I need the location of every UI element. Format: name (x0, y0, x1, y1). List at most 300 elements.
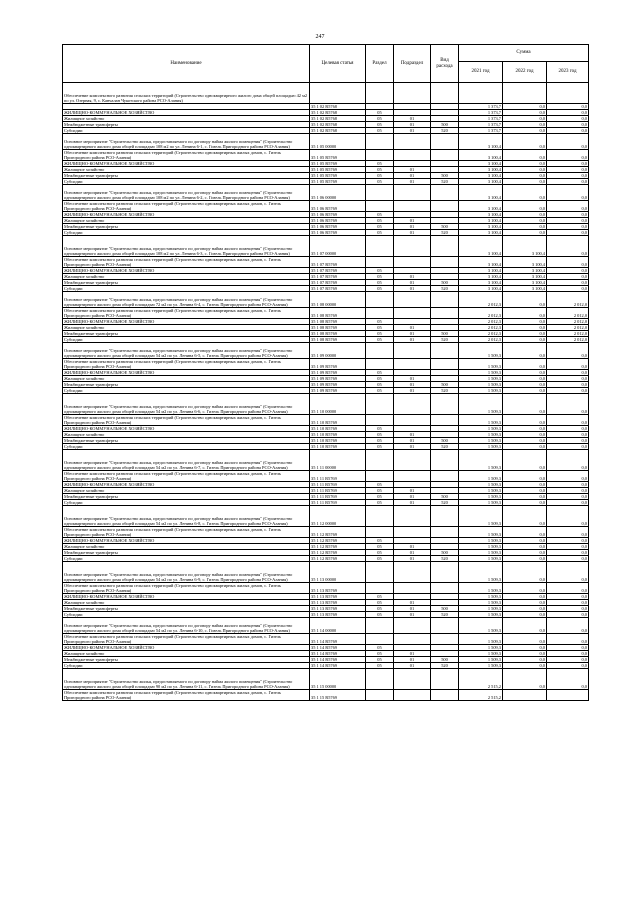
table-row (63, 562, 589, 583)
header-year-2023: 2023 год (547, 62, 589, 83)
cell-name: Обеспечение комплексного развития сельских территорий (Строительство одноквартирных жилых домов, с. Гизель Пригородного района РСО-Алания) (63, 583, 310, 594)
cell-expense-type (431, 583, 459, 594)
cell-section: 05 (366, 116, 394, 122)
cell-expense-type: 520 (431, 128, 459, 134)
cell-expense-type (431, 185, 459, 201)
cell-section (366, 185, 394, 201)
cell-subsection: 01 (394, 500, 431, 506)
cell-subsection: 01 (394, 612, 431, 618)
cell-section: 05 (366, 482, 394, 488)
cell-2022: 0,0 (503, 201, 547, 212)
cell-2023: 0,0 (547, 645, 589, 651)
cell-article: 35 1 08 R5769 (310, 308, 366, 319)
cell-section (366, 450, 394, 471)
table-row (63, 83, 589, 104)
cell-2022: 0,0 (503, 583, 547, 594)
cell-article: 35 1 02 R5768 (310, 110, 366, 116)
cell-section: 05 (366, 122, 394, 128)
cell-2023: 0,0 (547, 382, 589, 388)
cell-article: 35 1 11 R5769 (310, 471, 366, 482)
cell-article: 35 1 11 R5769 (310, 482, 366, 488)
cell-article: 35 1 07 R5769 (310, 257, 366, 268)
cell-2023: 0,0 (547, 110, 589, 116)
cell-2023: 0,0 (547, 376, 589, 382)
cell-expense-type: 500 (431, 173, 459, 179)
cell-expense-type: 500 (431, 122, 459, 128)
cell-article: 35 1 13 R5769 (310, 606, 366, 612)
cell-2022: 0,0 (503, 544, 547, 550)
cell-name: Жилищное хозяйство (63, 325, 310, 331)
cell-2023: 0,0 (547, 286, 589, 292)
cell-2021: 1 509,3 (459, 359, 503, 370)
cell-2022: 0,0 (503, 506, 547, 527)
cell-article (310, 83, 366, 104)
table-row (63, 236, 589, 257)
cell-2021: 3 100,4 (459, 286, 503, 292)
cell-2023: 0,0 (547, 179, 589, 185)
cell-expense-type (431, 308, 459, 319)
cell-expense-type: 500 (431, 606, 459, 612)
cell-2021: 1 509,3 (459, 556, 503, 562)
cell-2022: 0,0 (503, 179, 547, 185)
cell-2023: 0,0 (547, 128, 589, 134)
header-expense-type: Вид расхода (431, 45, 459, 83)
cell-name: Межбюджетные трансферты (63, 438, 310, 444)
cell-article: 35 1 07 00000 (310, 236, 366, 257)
cell-2021: 1 509,3 (459, 438, 503, 444)
cell-article: 35 1 08 00000 (310, 292, 366, 308)
table-row (63, 634, 589, 645)
cell-section: 05 (366, 224, 394, 230)
cell-subsection: 01 (394, 382, 431, 388)
cell-2023: 0,0 (547, 506, 589, 527)
cell-subsection: 01 (394, 128, 431, 134)
cell-subsection: 01 (394, 657, 431, 663)
cell-2021: 3 100,4 (459, 134, 503, 150)
cell-article: 35 1 14 00000 (310, 618, 366, 634)
cell-article: 35 1 13 R5769 (310, 583, 366, 594)
cell-2022: 0,0 (503, 488, 547, 494)
cell-2023: 0,0 (547, 388, 589, 394)
cell-2022: 0,0 (503, 651, 547, 657)
cell-2021: 1 373,7 (459, 110, 503, 116)
cell-article: 35 1 08 R5769 (310, 331, 366, 337)
cell-subsection: 01 (394, 606, 431, 612)
cell-2023: 2 012,0 (547, 337, 589, 343)
cell-subsection (394, 83, 431, 104)
cell-2021: 1 509,3 (459, 444, 503, 450)
cell-expense-type (431, 394, 459, 415)
cell-section: 05 (366, 337, 394, 343)
cell-2021: 1 509,3 (459, 426, 503, 432)
cell-2022: 0,0 (503, 110, 547, 116)
cell-name: Жилищное хозяйство (63, 432, 310, 438)
cell-article: 35 1 02 R5768 (310, 122, 366, 128)
cell-section: 05 (366, 325, 394, 331)
cell-name: Жилищное хозяйство (63, 600, 310, 606)
cell-2022: 0,0 (503, 359, 547, 370)
cell-2022: 3 100,4 (503, 257, 547, 268)
cell-2022: 0,0 (503, 482, 547, 488)
cell-subsection: 01 (394, 444, 431, 450)
cell-expense-type: 520 (431, 337, 459, 343)
cell-2022: 3 100,4 (503, 286, 547, 292)
cell-expense-type: 520 (431, 500, 459, 506)
cell-2023: 0,0 (547, 618, 589, 634)
cell-name: ЖИЛИЩНО-КОММУНАЛЬНОЕ ХОЗЯЙСТВО (63, 538, 310, 544)
cell-section: 05 (366, 438, 394, 444)
cell-section: 05 (366, 331, 394, 337)
cell-subsection (394, 634, 431, 645)
cell-subsection (394, 343, 431, 359)
cell-name: Жилищное хозяйство (63, 116, 310, 122)
cell-subsection: 01 (394, 325, 431, 331)
cell-2021: 3 100,4 (459, 280, 503, 286)
cell-subsection (394, 583, 431, 594)
cell-article: 35 1 11 00000 (310, 450, 366, 471)
table-row (63, 343, 589, 359)
cell-2023: 0,0 (547, 612, 589, 618)
cell-section: 05 (366, 167, 394, 173)
cell-name: Основное мероприятие "Строительство жилья, предоставляемого по договору найма жилого помещения" (Строительство одноквартирного жилого дома общей площадью 90 м2 по ул. Ленина 6-11, с. Гизель Пригородного района РСО-Алания) (63, 669, 310, 690)
cell-article: 35 1 09 R5769 (310, 382, 366, 388)
cell-expense-type: 500 (431, 438, 459, 444)
cell-article: 35 1 14 R5769 (310, 651, 366, 657)
cell-section: 05 (366, 388, 394, 394)
cell-2021: 1 509,3 (459, 471, 503, 482)
cell-2023: 0,0 (547, 173, 589, 179)
cell-expense-type (431, 506, 459, 527)
cell-2021: 1 509,3 (459, 482, 503, 488)
cell-2022 (503, 83, 547, 104)
cell-2023: 0,0 (547, 415, 589, 426)
cell-name: ЖИЛИЩНО-КОММУНАЛЬНОЕ ХОЗЯЙСТВО (63, 161, 310, 167)
header-article: Целевая статья (310, 45, 366, 83)
cell-article: 35 1 06 R5769 (310, 218, 366, 224)
cell-2023: 0,0 (547, 257, 589, 268)
cell-expense-type (431, 618, 459, 634)
cell-expense-type: 520 (431, 556, 459, 562)
cell-2021: 1 509,3 (459, 550, 503, 556)
cell-subsection (394, 415, 431, 426)
cell-subsection: 01 (394, 218, 431, 224)
cell-article: 35 1 02 R5768 (310, 116, 366, 122)
cell-2021: 1 509,3 (459, 538, 503, 544)
cell-section: 05 (366, 230, 394, 236)
cell-2022: 0,0 (503, 224, 547, 230)
cell-name: Основное мероприятие "Строительство жилья, предоставляемого по договору найма жилого помещения" (Строительство одноквартирного жилого дома общей площадью 54 м2 по ул. Ленина 6-5, с. Гизель Пригородного района РСО-Алания) (63, 343, 310, 359)
cell-section (366, 690, 394, 701)
cell-article: 35 1 13 00000 (310, 562, 366, 583)
cell-section (366, 634, 394, 645)
cell-article: 35 1 14 R5769 (310, 645, 366, 651)
cell-2022: 0,0 (503, 634, 547, 645)
cell-2021: 2 012,3 (459, 325, 503, 331)
cell-2021: 2 012,3 (459, 331, 503, 337)
cell-article: 35 1 15 R5769 (310, 690, 366, 701)
cell-2021: 1 509,3 (459, 527, 503, 538)
cell-name: Обеспечение комплексного развития сельских территорий (Строительство одноквартирных жилых домов, с. Гизель Пригородного района РСО-Алания) (63, 471, 310, 482)
cell-name: Обеспечение комплексного развития сельских территорий (Строительство одноквартирных жилых домов, с. Гизель Пригородного района РСО-Алания) (63, 634, 310, 645)
cell-2022: 0,0 (503, 594, 547, 600)
cell-article: 35 1 13 R5769 (310, 600, 366, 606)
cell-2021: 1 509,3 (459, 432, 503, 438)
cell-article: 35 1 05 R5769 (310, 179, 366, 185)
cell-article: 35 1 07 R5769 (310, 286, 366, 292)
table-row (63, 150, 589, 161)
cell-2022: 0,0 (503, 128, 547, 134)
cell-2021: 1 509,3 (459, 600, 503, 606)
cell-article: 35 1 12 R5769 (310, 527, 366, 538)
cell-expense-type (431, 150, 459, 161)
cell-2022: 0,0 (503, 612, 547, 618)
cell-2022: 0,0 (503, 185, 547, 201)
cell-2023: 0,0 (547, 450, 589, 471)
cell-section: 05 (366, 444, 394, 450)
table-row (63, 618, 589, 634)
table-row (63, 690, 589, 701)
cell-section: 05 (366, 382, 394, 388)
cell-2021: 3 100,4 (459, 218, 503, 224)
cell-expense-type: 500 (431, 224, 459, 230)
cell-2022: 0,0 (503, 331, 547, 337)
cell-2023: 0,0 (547, 663, 589, 669)
cell-2023: 0,0 (547, 500, 589, 506)
cell-article: 35 1 11 R5769 (310, 488, 366, 494)
cell-subsection: 01 (394, 550, 431, 556)
cell-expense-type (431, 343, 459, 359)
cell-article: 35 1 12 R5769 (310, 538, 366, 544)
cell-subsection: 01 (394, 438, 431, 444)
cell-name: Субсидии (63, 128, 310, 134)
cell-article: 35 1 14 R5769 (310, 634, 366, 645)
cell-article: 35 1 13 R5769 (310, 612, 366, 618)
cell-subsection (394, 450, 431, 471)
cell-2021: 1 373,7 (459, 122, 503, 128)
cell-article: 35 1 09 R5769 (310, 370, 366, 376)
table-row (63, 394, 589, 415)
cell-subsection (394, 359, 431, 370)
table-row (63, 450, 589, 471)
cell-2023: 0,0 (547, 104, 589, 110)
cell-section: 05 (366, 218, 394, 224)
cell-name: Обеспечение комплексного развития сельских территорий (Строительство одноквартирного жилого дома общей площадью 42 м2 по ул. Озерная, 9, с. Канчалан Чукотского района РСО-Алания) (63, 83, 310, 104)
cell-subsection (394, 150, 431, 161)
budget-table (62, 44, 589, 701)
cell-expense-type: 520 (431, 230, 459, 236)
cell-expense-type (431, 690, 459, 701)
cell-name: Основное мероприятие "Строительство жилья, предоставляемого по договору найма жилого помещения" (Строительство одноквартирного жилого дома общей площадью 72 м2 по ул. Ленина 6-4, с. Гизель Пригородного района РСО-Алания) (63, 292, 310, 308)
table-row (63, 583, 589, 594)
table-row (63, 308, 589, 319)
cell-2022: 0,0 (503, 600, 547, 606)
cell-expense-type (431, 669, 459, 690)
cell-2022: 0,0 (503, 500, 547, 506)
cell-expense-type: 500 (431, 494, 459, 500)
cell-name: Основное мероприятие "Строительство жилья, предоставляемого по договору найма жилого помещения" (Строительство одноквартирного жилого дома общей площадью 54 м2 по ул. Ленина 6-6, с. Гизель Пригородного района РСО-Алания) (63, 394, 310, 415)
cell-2023: 0,0 (547, 134, 589, 150)
cell-article: 35 1 14 R5769 (310, 657, 366, 663)
cell-section: 05 (366, 432, 394, 438)
cell-2021: 1 509,3 (459, 488, 503, 494)
cell-article: 35 1 10 00000 (310, 394, 366, 415)
cell-expense-type: 520 (431, 286, 459, 292)
cell-2022: 0,0 (503, 618, 547, 634)
cell-section: 05 (366, 179, 394, 185)
cell-2021: 1 509,3 (459, 663, 503, 669)
cell-subsection (394, 669, 431, 690)
cell-2022: 0,0 (503, 218, 547, 224)
cell-2023: 0,0 (547, 494, 589, 500)
cell-2022: 0,0 (503, 134, 547, 150)
cell-name: Межбюджетные трансферты (63, 280, 310, 286)
cell-section (366, 562, 394, 583)
cell-subsection (394, 236, 431, 257)
cell-2021: 1 509,3 (459, 506, 503, 527)
cell-2021: 2 012,3 (459, 319, 503, 325)
cell-section (366, 236, 394, 257)
cell-section (366, 583, 394, 594)
cell-2022: 0,0 (503, 645, 547, 651)
cell-2021: 1 509,3 (459, 594, 503, 600)
cell-2023: 2 012,0 (547, 319, 589, 325)
cell-subsection (394, 201, 431, 212)
cell-subsection: 01 (394, 544, 431, 550)
cell-section: 05 (366, 173, 394, 179)
cell-section: 05 (366, 606, 394, 612)
cell-expense-type (431, 83, 459, 104)
cell-expense-type: 500 (431, 657, 459, 663)
table-row (63, 506, 589, 527)
cell-expense-type: 500 (431, 331, 459, 337)
cell-article: 35 1 07 R5769 (310, 274, 366, 280)
cell-subsection: 01 (394, 488, 431, 494)
cell-section (366, 618, 394, 634)
cell-name: Межбюджетные трансферты (63, 606, 310, 612)
cell-section: 05 (366, 657, 394, 663)
cell-expense-type (431, 257, 459, 268)
cell-2022: 3 100,4 (503, 236, 547, 257)
cell-name: Субсидии (63, 286, 310, 292)
cell-section: 05 (366, 663, 394, 669)
cell-2023: 0,0 (547, 218, 589, 224)
table-row (63, 201, 589, 212)
cell-2022: 0,0 (503, 319, 547, 325)
cell-name: Обеспечение комплексного развития сельских территорий (Строительство одноквартирных жилых домов, с. Гизель Пригородного района РСО-Алания) (63, 690, 310, 701)
cell-subsection: 01 (394, 286, 431, 292)
cell-section: 05 (366, 376, 394, 382)
cell-2021: 3 100,4 (459, 201, 503, 212)
cell-2021: 3 100,4 (459, 257, 503, 268)
cell-2023: 0,0 (547, 471, 589, 482)
cell-2023: 0,0 (547, 394, 589, 415)
cell-2023: 0,0 (547, 370, 589, 376)
cell-subsection (394, 185, 431, 201)
cell-article: 35 1 05 R5769 (310, 150, 366, 161)
cell-article: 35 1 15 00000 (310, 669, 366, 690)
cell-name: Жилищное хозяйство (63, 651, 310, 657)
cell-section (366, 257, 394, 268)
cell-article: 35 1 07 R5769 (310, 268, 366, 274)
cell-2021: 1 509,3 (459, 394, 503, 415)
cell-2022: 0,0 (503, 325, 547, 331)
cell-name: Обеспечение комплексного развития сельских территорий (Строительство одноквартирных жилых домов, с. Гизель Пригородного района РСО-Алания) (63, 359, 310, 370)
table-row (63, 292, 589, 308)
cell-2022: 0,0 (503, 337, 547, 343)
cell-2023: 2 012,0 (547, 308, 589, 319)
cell-2023: 0,0 (547, 438, 589, 444)
cell-2022: 0,0 (503, 370, 547, 376)
cell-2022: 0,0 (503, 212, 547, 218)
cell-subsection: 01 (394, 274, 431, 280)
cell-2022: 0,0 (503, 450, 547, 471)
cell-2021: 1 509,3 (459, 544, 503, 550)
cell-section: 05 (366, 651, 394, 657)
cell-2022: 0,0 (503, 343, 547, 359)
table-row (63, 134, 589, 150)
cell-article: 35 1 14 R5769 (310, 663, 366, 669)
cell-subsection (394, 562, 431, 583)
cell-2021: 3 100,4 (459, 274, 503, 280)
cell-name: Межбюджетные трансферты (63, 494, 310, 500)
cell-2021 (459, 83, 503, 104)
cell-subsection: 01 (394, 179, 431, 185)
table-row (63, 471, 589, 482)
cell-2023: 0,0 (547, 268, 589, 274)
cell-article: 35 1 10 R5769 (310, 438, 366, 444)
cell-2021: 1 509,3 (459, 651, 503, 657)
cell-expense-type: 520 (431, 612, 459, 618)
cell-2023: 0,0 (547, 230, 589, 236)
cell-expense-type: 520 (431, 663, 459, 669)
cell-subsection: 01 (394, 173, 431, 179)
cell-subsection: 01 (394, 230, 431, 236)
cell-article: 35 1 08 R5769 (310, 325, 366, 331)
cell-2021: 1 373,7 (459, 116, 503, 122)
cell-name: Основное мероприятие "Строительство жилья, предоставляемого по договору найма жилого помещения" (Строительство одноквартирного жилого дома общей площадью 54 м2 по ул. Ленина 6-9, с. Гизель Пригородного района РСО-Алания) (63, 562, 310, 583)
cell-section: 05 (366, 426, 394, 432)
header-year-2021: 2021 год (459, 62, 503, 83)
cell-2022: 0,0 (503, 444, 547, 450)
cell-2022: 0,0 (503, 550, 547, 556)
cell-article: 35 1 06 00000 (310, 185, 366, 201)
cell-2023: 0,0 (547, 550, 589, 556)
cell-name: ЖИЛИЩНО-КОММУНАЛЬНОЕ ХОЗЯЙСТВО (63, 482, 310, 488)
cell-2023: 0,0 (547, 527, 589, 538)
cell-name: Субсидии (63, 388, 310, 394)
cell-2021: 1 509,3 (459, 450, 503, 471)
cell-section (366, 415, 394, 426)
cell-2022: 0,0 (503, 562, 547, 583)
cell-name: Жилищное хозяйство (63, 218, 310, 224)
cell-2023 (547, 690, 589, 701)
cell-section: 05 (366, 319, 394, 325)
cell-2023: 0,0 (547, 359, 589, 370)
cell-name: Основное мероприятие "Строительство жилья, предоставляемого по договору найма жилого помещения" (Строительство одноквартирного жилого дома общей площадью 54 м2 по ул. Ленина 6-8, с. Гизель Пригородного района РСО-Алания) (63, 506, 310, 527)
cell-name: ЖИЛИЩНО-КОММУНАЛЬНОЕ ХОЗЯЙСТВО (63, 594, 310, 600)
cell-2022: 0,0 (503, 292, 547, 308)
cell-article: 35 1 05 00000 (310, 134, 366, 150)
cell-2021: 2 012,3 (459, 308, 503, 319)
cell-2021: 3 100,4 (459, 212, 503, 218)
cell-article: 35 1 13 R5769 (310, 594, 366, 600)
cell-2022: 0,0 (503, 230, 547, 236)
cell-article: 35 1 05 R5769 (310, 167, 366, 173)
header-year-2022: 2022 год (503, 62, 547, 83)
cell-section (366, 343, 394, 359)
cell-section: 05 (366, 556, 394, 562)
cell-2022: 3 100,4 (503, 268, 547, 274)
